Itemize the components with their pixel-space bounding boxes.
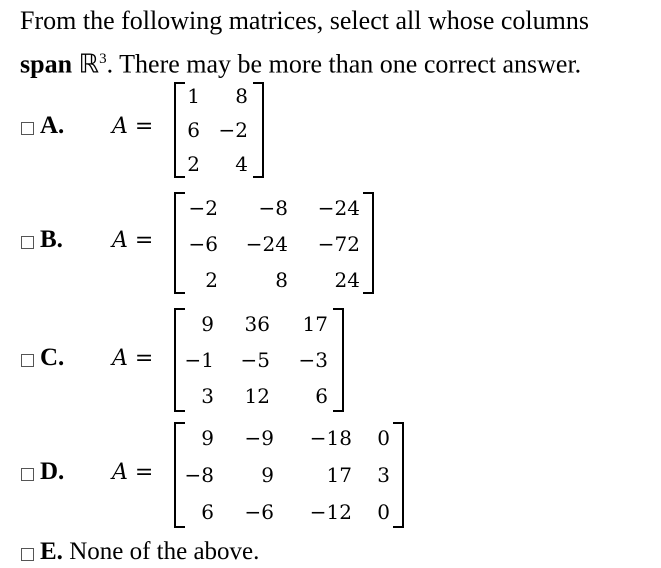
matrix-cell: −2 [218, 118, 248, 142]
matrix-cell: −9 [244, 426, 274, 450]
option-c-equation: A = [112, 346, 154, 371]
matrix-cell: −6 [244, 500, 274, 524]
matrix-cell: 1 [187, 84, 200, 108]
matrix-cell: −2 [188, 196, 218, 220]
matrix-cell: 36 [244, 312, 270, 336]
option-a-checkbox[interactable] [21, 122, 34, 135]
option-d [0, 420, 661, 530]
option-a [0, 80, 661, 180]
matrix-c [174, 308, 344, 412]
option-b-letter: B. [40, 226, 63, 253]
matrix-a [174, 82, 264, 178]
matrix-cell: −18 [309, 426, 352, 450]
option-d-letter: D. [40, 458, 65, 485]
option-e-text: None of the above. [69, 538, 260, 565]
matrix-cell: 3 [201, 384, 214, 408]
matrix-cell: −72 [317, 232, 360, 256]
question-prompt [20, 2, 650, 84]
matrix-cell: 3 [377, 463, 390, 487]
option-b-checkbox[interactable] [21, 236, 34, 249]
matrix-b [174, 192, 374, 294]
matrix-cell: 6 [201, 500, 214, 524]
option-a-equation: A = [112, 114, 154, 139]
option-c-letter: C. [40, 344, 65, 371]
matrix-cell: 12 [244, 384, 270, 408]
matrix-cell: −1 [184, 348, 214, 372]
matrix-cell: 2 [187, 152, 200, 176]
matrix-d [174, 422, 404, 528]
matrix-cell: 4 [235, 152, 248, 176]
option-b [0, 190, 661, 296]
option-c-checkbox[interactable] [21, 354, 34, 367]
option-d-equation: A = [112, 460, 154, 485]
matrix-cell: 0 [377, 500, 390, 524]
matrix-cell: −8 [184, 463, 214, 487]
field-symbol: ℝ [78, 49, 100, 79]
matrix-cell: −24 [245, 232, 288, 256]
option-c [0, 306, 661, 414]
matrix-cell: 17 [326, 463, 352, 487]
matrix-cell: −12 [309, 500, 352, 524]
matrix-cell: 0 [377, 426, 390, 450]
option-b-equation: A = [112, 228, 154, 253]
option-a-letter: A. [40, 112, 65, 139]
matrix-cell: 8 [275, 268, 288, 292]
question-line1: From the following matrices, select all whose columns [20, 6, 589, 35]
matrix-cell: 24 [334, 268, 360, 292]
matrix-cell: 6 [315, 384, 328, 408]
matrix-cell: −6 [188, 232, 218, 256]
matrix-cell: 8 [235, 84, 248, 108]
matrix-cell: 9 [201, 426, 214, 450]
option-e [0, 536, 661, 568]
field-exponent: 3 [99, 51, 107, 67]
matrix-cell: 9 [201, 312, 214, 336]
option-d-checkbox[interactable] [21, 468, 34, 481]
matrix-cell: −5 [240, 348, 270, 372]
matrix-cell: 9 [261, 463, 274, 487]
question-line2: . There may be more than one correct answer. [106, 49, 582, 79]
option-e-label [40, 538, 259, 566]
matrix-cell: −3 [298, 348, 328, 372]
option-e-checkbox[interactable] [21, 548, 34, 561]
matrix-cell: 2 [205, 268, 218, 292]
option-e-letter: E. [40, 538, 63, 565]
matrix-cell: 6 [187, 118, 200, 142]
matrix-cell: −8 [258, 196, 288, 220]
matrix-cell: 17 [302, 312, 328, 336]
matrix-cell: −24 [317, 196, 360, 220]
span-word: span [20, 49, 73, 79]
